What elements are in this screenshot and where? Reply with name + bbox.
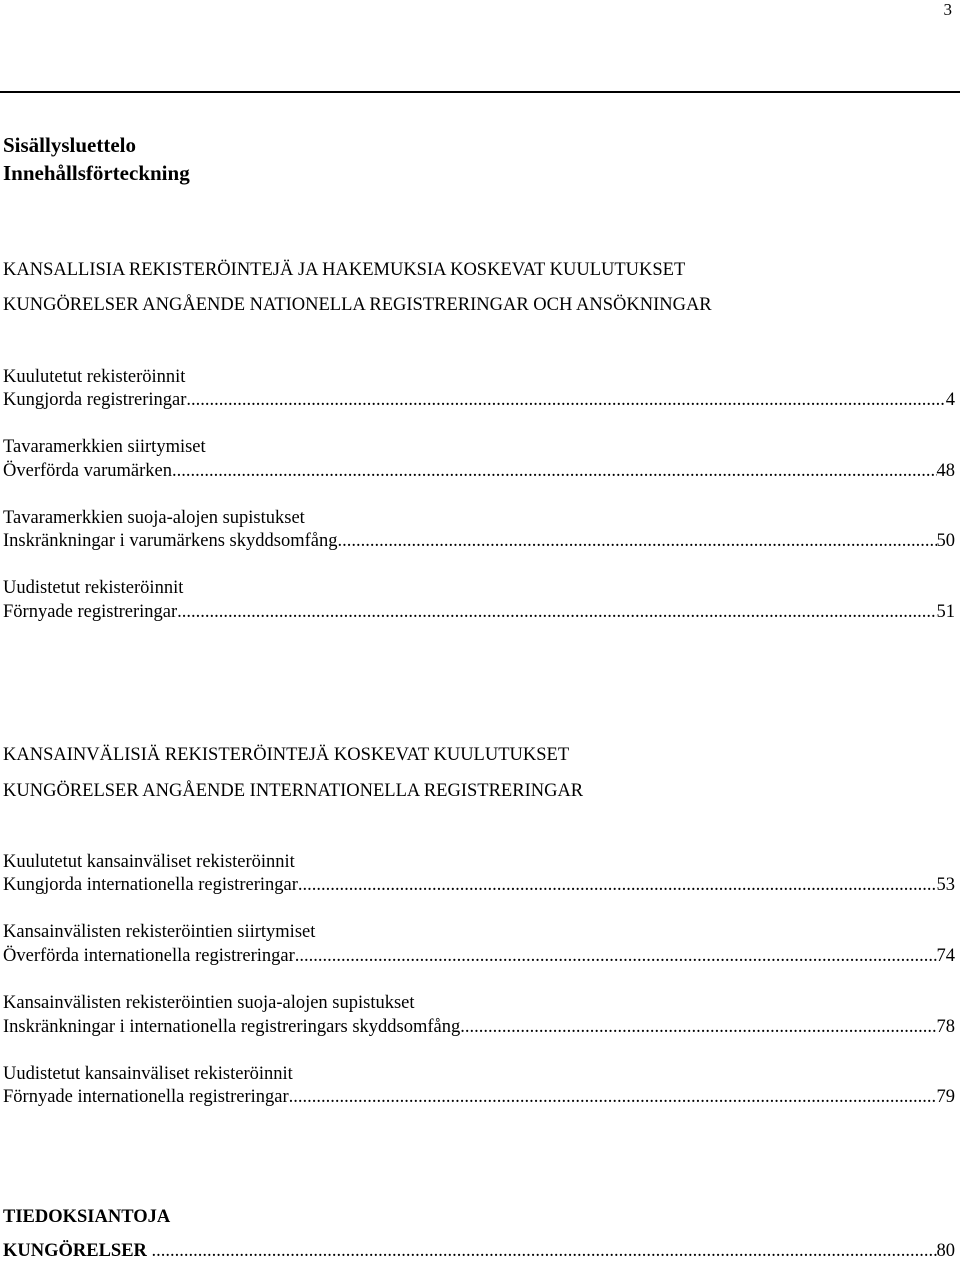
toc-entry-label: Överförda varumärken: [3, 461, 172, 481]
toc-entry-label: KUNGÖRELSER: [3, 1241, 152, 1261]
toc-dot-leader: [177, 601, 936, 623]
toc-dot-leader: [152, 1240, 937, 1262]
toc-entry-page: 78: [936, 1017, 955, 1037]
toc-entry[interactable]: [3, 945, 955, 967]
toc-entry[interactable]: [3, 460, 955, 482]
toc-dot-leader: [460, 1016, 936, 1038]
toc-dot-leader: [298, 874, 937, 896]
toc-entry-page: 80: [936, 1241, 955, 1261]
toc-title-sv: Innehållsförteckning: [3, 161, 190, 185]
toc-entry[interactable]: [3, 1086, 955, 1108]
toc-entry-notices[interactable]: [3, 1240, 955, 1262]
toc-title-fi: Sisällysluettelo: [3, 133, 137, 157]
toc-entry-label: Överförda internationella registreringar: [3, 946, 295, 966]
toc-dot-leader: [186, 389, 945, 411]
toc-entry-fi: Kuulutetut kansainväliset rekisteröinnit: [3, 852, 295, 872]
toc-entry-label: Inskränkningar i varumärkens skyddsomfång: [3, 531, 338, 551]
toc-dot-leader: [295, 945, 937, 967]
toc-entry-page: 74: [936, 946, 955, 966]
toc-entry-fi: Uudistetut kansainväliset rekisteröinnit: [3, 1064, 293, 1084]
page-number: 3: [943, 0, 952, 19]
toc-entry-page: 51: [936, 602, 955, 622]
toc-entry-fi: Tavaramerkkien siirtymiset: [3, 437, 206, 457]
toc-entry[interactable]: [3, 601, 955, 623]
toc-entry-fi: Kansainvälisten rekisteröintien suoja-alojen supistukset: [3, 993, 415, 1013]
toc-entry-page: 53: [936, 875, 955, 895]
toc-entry-fi: Kuulutetut rekisteröinnit: [3, 367, 186, 387]
toc-entry[interactable]: [3, 1016, 955, 1038]
notices-heading-fi: TIEDOKSIANTOJA: [3, 1207, 171, 1227]
toc-entry-label: Förnyade internationella registreringar: [3, 1087, 289, 1107]
section-heading-international-fi: KANSAINVÄLISIÄ REKISTERÖINTEJÄ KOSKEVAT KUULUTUKSET: [3, 745, 570, 765]
section-heading-national-sv: KUNGÖRELSER ANGÅENDE NATIONELLA REGISTRERINGAR OCH ANSÖKNINGAR: [3, 295, 712, 315]
toc-entry-label: Kungjorda internationella registreringar: [3, 875, 298, 895]
toc-entry-page: 79: [936, 1087, 955, 1107]
toc-dot-leader: [289, 1086, 937, 1108]
toc-entry-label: Kungjorda registreringar: [3, 390, 187, 410]
toc-entry-page: 48: [936, 461, 955, 481]
toc-dot-leader: [172, 460, 937, 482]
section-heading-national-fi: KANSALLISIA REKISTERÖINTEJÄ JA HAKEMUKSIA KOSKEVAT KUULUTUKSET: [3, 260, 686, 280]
section-heading-international-sv: KUNGÖRELSER ANGÅENDE INTERNATIONELLA REGISTRERINGAR: [3, 781, 584, 801]
toc-entry[interactable]: [3, 530, 955, 552]
toc-entry-fi: Uudistetut rekisteröinnit: [3, 578, 184, 598]
toc-dot-leader: [337, 530, 936, 552]
toc-entry-page: 4: [945, 390, 955, 410]
header-rule: [0, 91, 960, 93]
toc-entry[interactable]: [3, 389, 955, 411]
toc-entry-fi: Kansainvälisten rekisteröintien siirtymiset: [3, 922, 316, 942]
toc-entry-fi: Tavaramerkkien suoja-alojen supistukset: [3, 508, 305, 528]
toc-entry-label: Förnyade registreringar: [3, 602, 178, 622]
toc-entry-page: 50: [936, 531, 955, 551]
toc-entry-label: Inskränkningar i internationella registreringars skyddsomfång: [3, 1017, 461, 1037]
toc-entry[interactable]: [3, 874, 955, 896]
